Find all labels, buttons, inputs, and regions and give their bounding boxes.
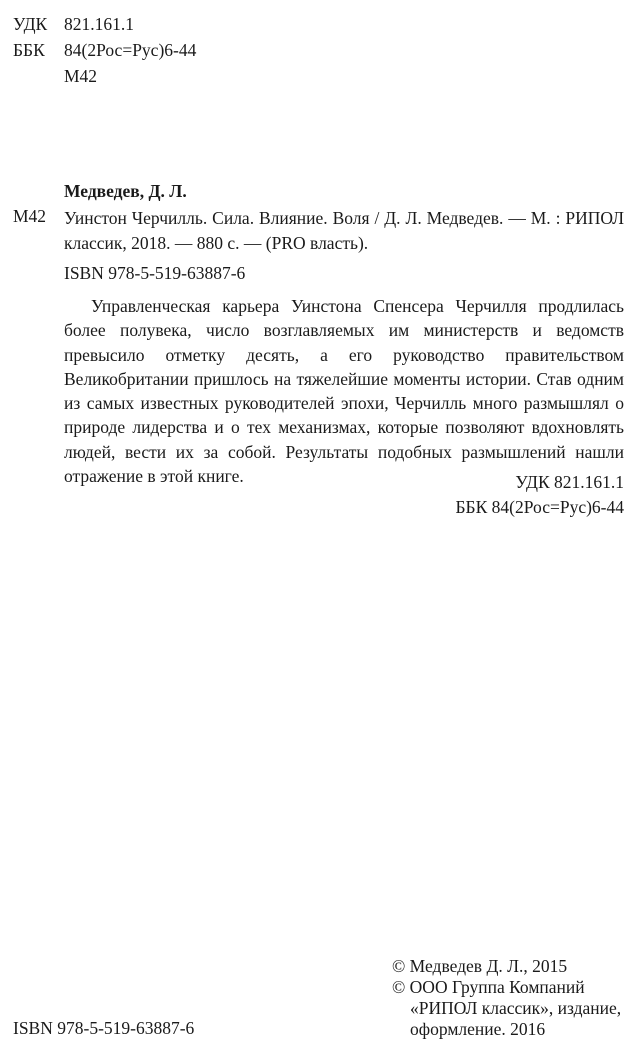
isbn-footer: ISBN 978-5-519-63887-6 xyxy=(13,1018,195,1038)
catalog-code: М42 xyxy=(13,206,47,226)
bbk-label: ББК xyxy=(13,40,45,60)
author-mark: М42 xyxy=(64,66,98,86)
bbk-right: ББК 84(2Рос=Рус)6-44 xyxy=(455,497,624,517)
udk-right: УДК 821.161.1 xyxy=(515,472,624,492)
bbk-value: 84(2Рос=Рус)6-44 xyxy=(64,40,197,60)
copyright-line: «РИПОЛ классик», издание, xyxy=(410,998,622,1018)
copyright-block xyxy=(392,956,621,1040)
copyright-line: © ООО Группа Компаний xyxy=(392,977,585,997)
bibliographic-description: Уинстон Черчилль. Сила. Влияние. Воля / Д. Л. Медведев. — М. : РИПОЛ классик, 2018. — 880 с. — (PRO власть). xyxy=(64,208,624,253)
copyright-line: © Медведев Д. Л., 2015 xyxy=(392,956,568,976)
udk-label: УДК xyxy=(13,14,48,34)
udk-value: 821.161.1 xyxy=(64,14,134,34)
isbn-record: ISBN 978-5-519-63887-6 xyxy=(64,263,246,283)
author-heading: Медведев, Д. Л. xyxy=(64,181,187,201)
abstract-paragraph: Управленческая карьера Уинстона Спенсера Черчилля продлилась более полувека, число возглавляемых им министерств и ведомств превысило отметку десять, а его руководство правительством Великобритании пришлось на тяжелейшие моменты истории. Став одним из самых известных руководителей эпохи, Черчилль много размышлял о природе лидерства и о тех механизмах, которые позволяют вдохновлять людей, вести их за собой. Результаты подобных размышлений нашли отражение в этой книге. xyxy=(64,296,624,487)
copyright-line: оформление. 2016 xyxy=(410,1019,546,1039)
